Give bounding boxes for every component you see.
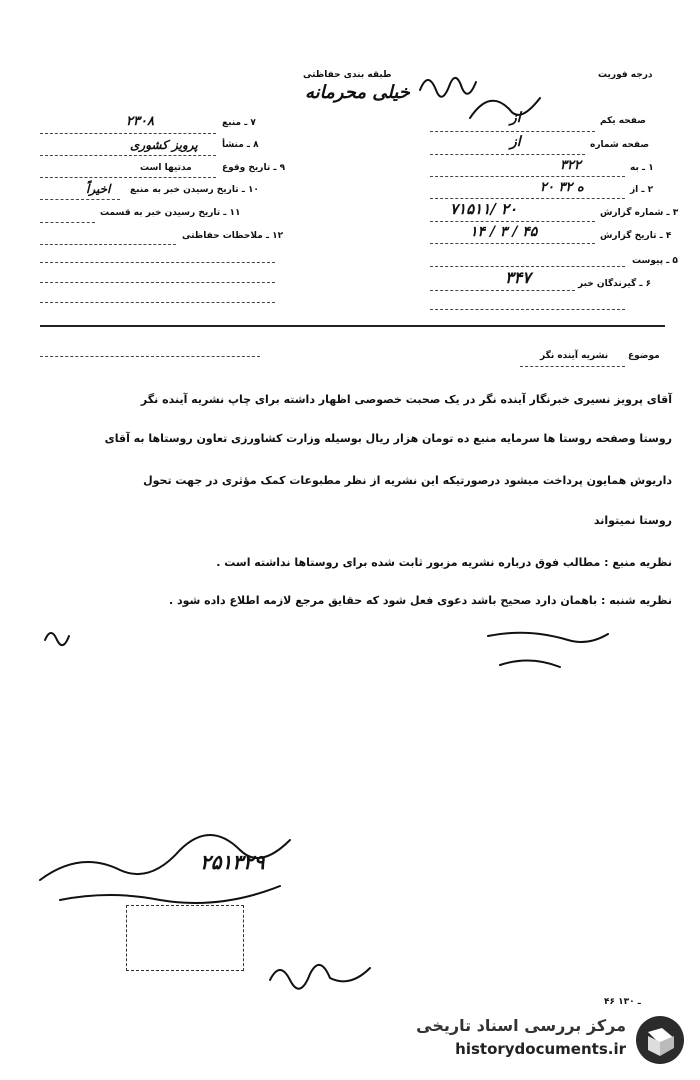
- field-value: از: [510, 134, 521, 150]
- subject-value: نشریه آینده نگر: [540, 351, 609, 361]
- logo-url: historydocuments.ir: [455, 1040, 626, 1058]
- field-label: ۱ ـ به: [630, 163, 654, 173]
- field-label: ۹ ـ تاریخ وقوع: [222, 163, 286, 173]
- field-label: صفحه یکم: [600, 116, 646, 126]
- field-label: ۱۱ ـ تاریخ رسیدن خبر به قسمت: [100, 208, 241, 218]
- field-label: ۵ ـ پیوست: [632, 256, 678, 266]
- field-label: ۲ ـ از: [630, 185, 654, 195]
- field-label: ۴ ـ تاریخ گزارش: [600, 231, 672, 241]
- field-value: ۷۱۵۱۱/ ۲۰: [450, 200, 518, 218]
- body-line: روستا نمیتواند: [593, 514, 672, 527]
- field-value: ۲۰ ه ۳۲: [540, 180, 584, 195]
- body-line: روستا وصفحه روستا ها سرمایه منبع ده تومان هزار ریال بوسیله وزارت کشاورزی تعاون روستاها به آقای: [104, 432, 672, 445]
- field-label: ۱۰ ـ تاریخ رسیدن خبر به منبع: [130, 185, 259, 195]
- field-label: ۶ ـ گیرندگان خبر: [578, 279, 652, 289]
- field-value: ۳۴۷: [505, 268, 531, 287]
- field-label: ۸ ـ منشأ: [222, 140, 259, 150]
- priority-label: درجه فوریت: [598, 70, 653, 80]
- archive-logo: [416, 1010, 690, 1070]
- field-value: ۲۳۰۸: [126, 114, 154, 129]
- subject-label: موضوع: [628, 351, 660, 361]
- body-line: نظریه شنبه : باهمان دارد صحیح باشد دعوی فعل شود که حقایق مرجع لازمه اطلاع داده شود .: [168, 594, 672, 607]
- body-line: آقای پرویز نسیری خبرنگار آینده نگر در یک صحبت خصوصی اظهار داشته برای چاپ نشریه آینده نگر: [140, 393, 672, 406]
- field-label: ۳ ـ شماره گزارش: [600, 208, 679, 218]
- logo-title: مرکز بررسی اسناد تاریخی: [416, 1016, 626, 1035]
- field-value: ۳۲۲: [560, 158, 581, 173]
- body-line: نظریه منبع : مطالب فوق درباره نشریه مزبور ثابت شده برای روستاها نداشته است .: [216, 556, 672, 569]
- field-value: مدتیها است: [140, 163, 192, 173]
- field-label: صفحه شماره: [590, 140, 650, 150]
- field-value: ۱۴ / ۳ / ۴۵: [470, 224, 538, 240]
- classification-value: خیلی محرمانه: [305, 82, 410, 103]
- stamp-number: ۲۵۱۳۲۹: [200, 850, 265, 874]
- field-label: ۱۲ ـ ملاحظات حفاظتی: [182, 231, 284, 241]
- footer-code: ۴۶ ـ ۱۳۰: [604, 997, 641, 1007]
- book-emblem-icon: [634, 1014, 686, 1066]
- body-line: داریوش همایون پرداخت میشود درصورتیکه این نشریه از نظر مطبوعات کمک مؤثری در جهت تحول: [143, 474, 672, 487]
- field-label: ۷ ـ منبع: [222, 118, 256, 128]
- field-value: از: [510, 110, 521, 126]
- classification-label: طبقه بندی حفاظتی: [303, 70, 392, 80]
- field-value: پرویز کشوری: [130, 138, 198, 152]
- stamp-box: [126, 905, 244, 971]
- field-value: اخیراً: [86, 182, 111, 196]
